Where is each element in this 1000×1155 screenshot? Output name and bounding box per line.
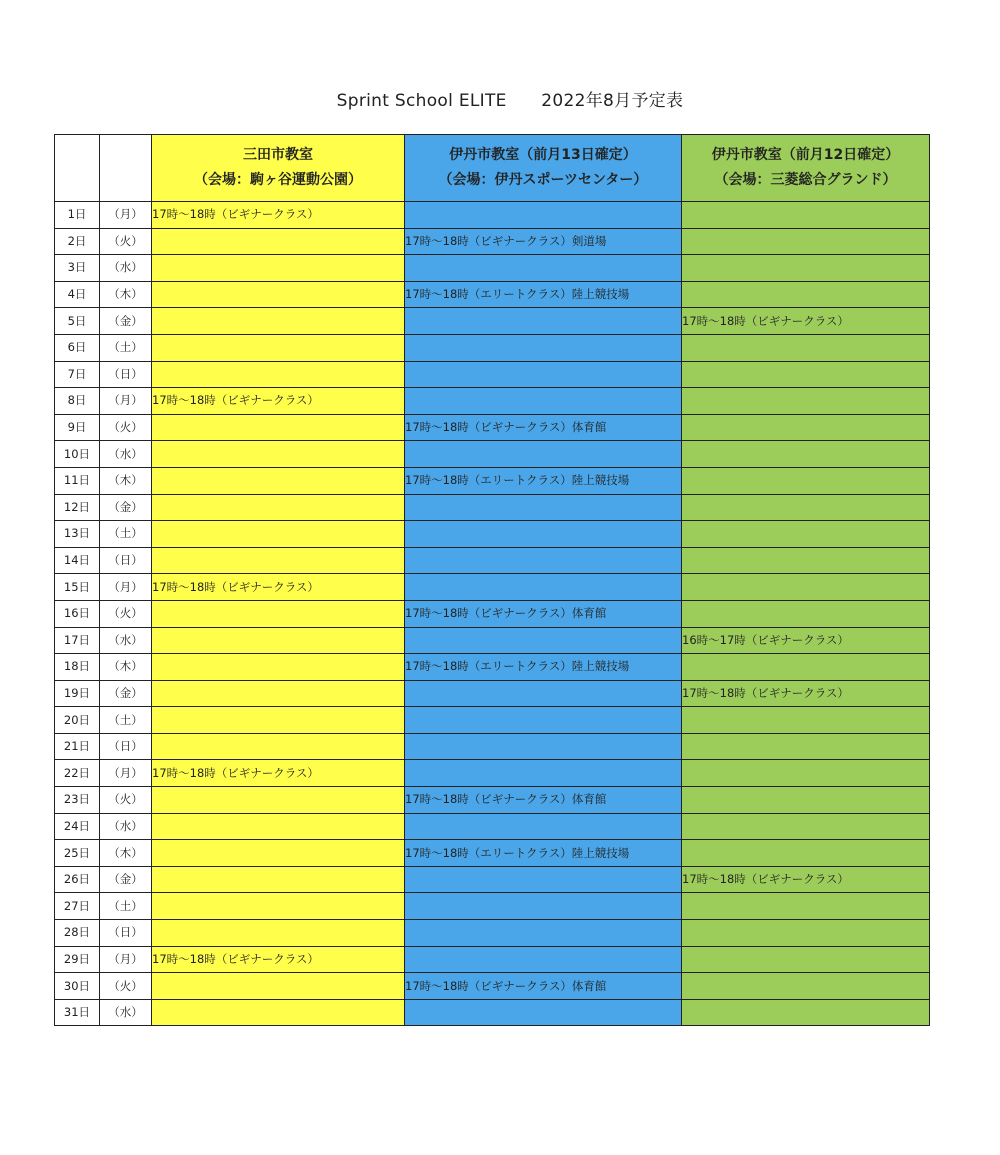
date-cell: 10日: [55, 441, 100, 468]
mitsubishi-ground-event-cell: 16時～17時（ビギナークラス）: [682, 627, 930, 654]
corner-cell-day: [55, 135, 100, 202]
sanda-event-cell: [152, 255, 405, 282]
mitsubishi-ground-event-cell: [682, 255, 930, 282]
table-row: [55, 361, 930, 388]
date-cell: 23日: [55, 787, 100, 814]
weekday-cell: （火）: [100, 414, 152, 441]
itami-sports-center-event-cell: [405, 441, 682, 468]
table-row: [55, 627, 930, 654]
table-row: [55, 467, 930, 494]
corner-cell-dow: [100, 135, 152, 202]
sanda-event-cell: [152, 308, 405, 335]
date-cell: 13日: [55, 521, 100, 548]
date-cell: 25日: [55, 840, 100, 867]
sanda-event-cell: [152, 334, 405, 361]
weekday-cell: （木）: [100, 840, 152, 867]
itami-sports-center-event-cell: [405, 308, 682, 335]
mitsubishi-ground-event-cell: [682, 414, 930, 441]
table-row: [55, 547, 930, 574]
table-row: [55, 334, 930, 361]
mitsubishi-ground-event-cell: 17時～18時（ビギナークラス）: [682, 866, 930, 893]
table-row: [55, 255, 930, 282]
itami-sports-center-event-cell: 17時～18時（エリートクラス）陸上競技場: [405, 467, 682, 494]
itami-sports-center-event-cell: [405, 999, 682, 1026]
mitsubishi-ground-event-cell: [682, 946, 930, 973]
weekday-cell: （火）: [100, 973, 152, 1000]
table-row: [55, 600, 930, 627]
mitsubishi-ground-event-cell: [682, 361, 930, 388]
table-row: [55, 840, 930, 867]
weekday-cell: （水）: [100, 441, 152, 468]
schedule-table: [54, 134, 930, 1026]
mitsubishi-ground-event-cell: [682, 467, 930, 494]
itami-sports-center-event-cell: [405, 255, 682, 282]
itami-sports-center-event-cell: [405, 574, 682, 601]
weekday-cell: （土）: [100, 521, 152, 548]
itami-sports-center-event-cell: 17時～18時（エリートクラス）陸上競技場: [405, 654, 682, 681]
weekday-cell: （月）: [100, 388, 152, 415]
date-cell: 31日: [55, 999, 100, 1026]
itami-sports-center-event-cell: [405, 760, 682, 787]
date-cell: 27日: [55, 893, 100, 920]
date-cell: 14日: [55, 547, 100, 574]
itami-sports-center-event-cell: [405, 893, 682, 920]
weekday-cell: （日）: [100, 920, 152, 947]
itami-sports-center-event-cell: 17時～18時（ビギナークラス）体育館: [405, 414, 682, 441]
date-cell: 9日: [55, 414, 100, 441]
itami-sports-center-event-cell: 17時～18時（エリートクラス）陸上競技場: [405, 281, 682, 308]
date-cell: 11日: [55, 467, 100, 494]
sanda-event-cell: 17時～18時（ビギナークラス）: [152, 946, 405, 973]
mitsubishi-ground-event-cell: [682, 281, 930, 308]
weekday-cell: （木）: [100, 654, 152, 681]
sanda-event-cell: [152, 441, 405, 468]
mitsubishi-ground-event-cell: [682, 920, 930, 947]
itami-sports-center-event-cell: [405, 388, 682, 415]
mitsubishi-ground-event-cell: 17時～18時（ビギナークラス）: [682, 680, 930, 707]
mitsubishi-ground-event-cell: [682, 228, 930, 255]
weekday-cell: （月）: [100, 574, 152, 601]
weekday-cell: （月）: [100, 202, 152, 229]
weekday-cell: （金）: [100, 308, 152, 335]
itami-sports-center-event-cell: [405, 202, 682, 229]
date-cell: 26日: [55, 866, 100, 893]
weekday-cell: （金）: [100, 494, 152, 521]
column-header-sanda: [152, 135, 405, 202]
weekday-cell: （水）: [100, 255, 152, 282]
date-cell: 1日: [55, 202, 100, 229]
date-cell: 15日: [55, 574, 100, 601]
table-row: [55, 946, 930, 973]
sanda-event-cell: [152, 733, 405, 760]
itami-sports-center-event-cell: [405, 866, 682, 893]
table-row: [55, 787, 930, 814]
table-row: [55, 973, 930, 1000]
sanda-event-cell: [152, 467, 405, 494]
table-row: [55, 999, 930, 1026]
table-row: [55, 388, 930, 415]
date-cell: 4日: [55, 281, 100, 308]
itami-sports-center-event-cell: [405, 813, 682, 840]
date-cell: 30日: [55, 973, 100, 1000]
sanda-event-cell: [152, 547, 405, 574]
itami-sports-center-event-cell: 17時～18時（ビギナークラス）体育館: [405, 787, 682, 814]
date-cell: 8日: [55, 388, 100, 415]
itami-sports-center-event-cell: 17時～18時（ビギナークラス）体育館: [405, 600, 682, 627]
itami-sports-center-event-cell: 17時～18時（エリートクラス）陸上競技場: [405, 840, 682, 867]
date-cell: 28日: [55, 920, 100, 947]
table-row: [55, 441, 930, 468]
table-row: [55, 654, 930, 681]
itami-sports-center-event-cell: [405, 946, 682, 973]
table-row: [55, 308, 930, 335]
sanda-event-cell: [152, 680, 405, 707]
table-row: [55, 707, 930, 734]
mitsubishi-ground-event-cell: [682, 600, 930, 627]
date-cell: 21日: [55, 733, 100, 760]
date-cell: 2日: [55, 228, 100, 255]
table-row: [55, 521, 930, 548]
sanda-event-cell: [152, 813, 405, 840]
itami-sports-center-event-cell: [405, 361, 682, 388]
sanda-event-cell: 17時～18時（ビギナークラス）: [152, 760, 405, 787]
weekday-cell: （日）: [100, 361, 152, 388]
itami-sports-center-event-cell: [405, 707, 682, 734]
weekday-cell: （水）: [100, 627, 152, 654]
mitsubishi-ground-event-cell: [682, 654, 930, 681]
date-cell: 12日: [55, 494, 100, 521]
date-cell: 16日: [55, 600, 100, 627]
sanda-event-cell: [152, 361, 405, 388]
weekday-cell: （火）: [100, 228, 152, 255]
table-row: [55, 281, 930, 308]
sanda-event-cell: [152, 920, 405, 947]
table-row: [55, 813, 930, 840]
sanda-event-cell: 17時～18時（ビギナークラス）: [152, 202, 405, 229]
table-row: [55, 202, 930, 229]
column-header-venue: （会場：駒ヶ谷運動公園）: [194, 172, 362, 188]
sanda-event-cell: [152, 654, 405, 681]
sanda-event-cell: [152, 494, 405, 521]
column-header-venue: （会場：伊丹スポーツセンター）: [438, 172, 648, 188]
sanda-event-cell: [152, 893, 405, 920]
mitsubishi-ground-event-cell: [682, 707, 930, 734]
mitsubishi-ground-event-cell: [682, 521, 930, 548]
column-header-name: 伊丹市教室（前月13日確定）: [449, 147, 637, 163]
weekday-cell: （月）: [100, 760, 152, 787]
table-row: [55, 414, 930, 441]
sanda-event-cell: [152, 281, 405, 308]
weekday-cell: （日）: [100, 547, 152, 574]
weekday-cell: （火）: [100, 600, 152, 627]
table-row: [55, 893, 930, 920]
itami-sports-center-event-cell: [405, 521, 682, 548]
mitsubishi-ground-event-cell: [682, 973, 930, 1000]
itami-sports-center-event-cell: 17時～18時（ビギナークラス）体育館: [405, 973, 682, 1000]
date-cell: 18日: [55, 654, 100, 681]
column-header-name: 伊丹市教室（前月12日確定）: [711, 147, 900, 163]
itami-sports-center-event-cell: [405, 494, 682, 521]
mitsubishi-ground-event-cell: 17時～18時（ビギナークラス）: [682, 308, 930, 335]
sanda-event-cell: [152, 627, 405, 654]
sanda-event-cell: [152, 521, 405, 548]
column-header-venue: （会場：三菱総合グランド）: [714, 172, 897, 188]
itami-sports-center-event-cell: [405, 920, 682, 947]
mitsubishi-ground-event-cell: [682, 574, 930, 601]
mitsubishi-ground-event-cell: [682, 441, 930, 468]
weekday-cell: （木）: [100, 467, 152, 494]
sanda-event-cell: [152, 414, 405, 441]
table-row: [55, 574, 930, 601]
mitsubishi-ground-event-cell: [682, 733, 930, 760]
mitsubishi-ground-event-cell: [682, 334, 930, 361]
weekday-cell: （金）: [100, 680, 152, 707]
table-row: [55, 920, 930, 947]
weekday-cell: （土）: [100, 334, 152, 361]
sanda-event-cell: [152, 787, 405, 814]
column-header-itami-13: [405, 135, 682, 202]
date-cell: 5日: [55, 308, 100, 335]
table-row: [55, 680, 930, 707]
column-header-name: 三田市教室: [243, 147, 313, 163]
sanda-event-cell: [152, 600, 405, 627]
date-cell: 29日: [55, 946, 100, 973]
sanda-event-cell: 17時～18時（ビギナークラス）: [152, 574, 405, 601]
weekday-cell: （水）: [100, 813, 152, 840]
mitsubishi-ground-event-cell: [682, 202, 930, 229]
table-row: [55, 228, 930, 255]
table-row: [55, 733, 930, 760]
date-cell: 17日: [55, 627, 100, 654]
date-cell: 6日: [55, 334, 100, 361]
weekday-cell: （月）: [100, 946, 152, 973]
date-cell: 22日: [55, 760, 100, 787]
sanda-event-cell: 17時～18時（ビギナークラス）: [152, 388, 405, 415]
date-cell: 3日: [55, 255, 100, 282]
date-cell: 7日: [55, 361, 100, 388]
table-row: [55, 494, 930, 521]
weekday-cell: （金）: [100, 866, 152, 893]
mitsubishi-ground-event-cell: [682, 547, 930, 574]
sanda-event-cell: [152, 707, 405, 734]
itami-sports-center-event-cell: [405, 627, 682, 654]
column-header-itami-12: [682, 135, 930, 202]
weekday-cell: （木）: [100, 281, 152, 308]
mitsubishi-ground-event-cell: [682, 760, 930, 787]
sanda-event-cell: [152, 228, 405, 255]
page-title: Sprint School ELITE 2022年8月予定表: [336, 91, 684, 111]
sanda-event-cell: [152, 866, 405, 893]
table-row: [55, 760, 930, 787]
mitsubishi-ground-event-cell: [682, 813, 930, 840]
weekday-cell: （土）: [100, 707, 152, 734]
mitsubishi-ground-event-cell: [682, 840, 930, 867]
itami-sports-center-event-cell: [405, 733, 682, 760]
itami-sports-center-event-cell: [405, 334, 682, 361]
mitsubishi-ground-event-cell: [682, 494, 930, 521]
sanda-event-cell: [152, 999, 405, 1026]
table-row: [55, 866, 930, 893]
weekday-cell: （火）: [100, 787, 152, 814]
date-cell: 20日: [55, 707, 100, 734]
header-row: [55, 135, 930, 202]
date-cell: 24日: [55, 813, 100, 840]
sanda-event-cell: [152, 840, 405, 867]
weekday-cell: （水）: [100, 999, 152, 1026]
mitsubishi-ground-event-cell: [682, 388, 930, 415]
weekday-cell: （土）: [100, 893, 152, 920]
itami-sports-center-event-cell: [405, 680, 682, 707]
weekday-cell: （日）: [100, 733, 152, 760]
sanda-event-cell: [152, 973, 405, 1000]
mitsubishi-ground-event-cell: [682, 787, 930, 814]
mitsubishi-ground-event-cell: [682, 999, 930, 1026]
date-cell: 19日: [55, 680, 100, 707]
itami-sports-center-event-cell: 17時～18時（ビギナークラス）剣道場: [405, 228, 682, 255]
mitsubishi-ground-event-cell: [682, 893, 930, 920]
itami-sports-center-event-cell: [405, 547, 682, 574]
